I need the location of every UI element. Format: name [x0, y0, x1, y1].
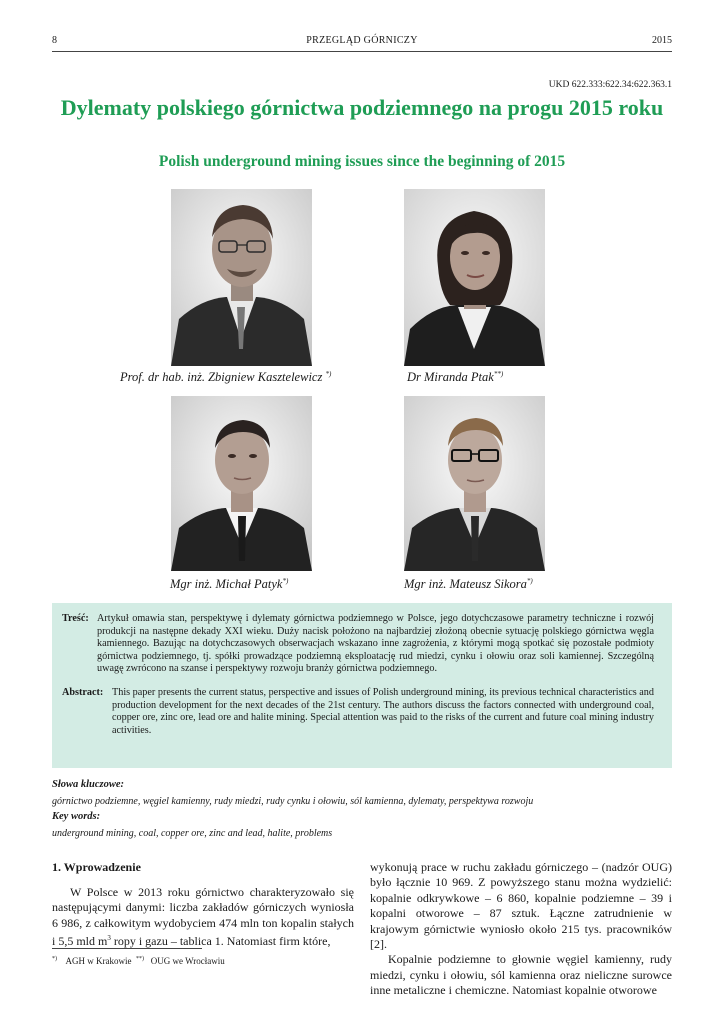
author-photo-kasztelewicz — [171, 189, 312, 366]
keywords-english-text: underground mining, coal, copper ore, zinc and lead, halite, problems — [52, 828, 333, 839]
author-photo-ptak — [404, 189, 545, 366]
author-caption-ptak: Dr Miranda Ptak**) — [407, 370, 504, 385]
header-rule — [52, 51, 672, 52]
page-number: 8 — [52, 35, 57, 46]
abstract-english-text: This paper presents the current status, perspective and issues of Polish underground mining, its previous technical characteristics and production development for the next decades of the 21st century. The authors discuss the factors connected with underground coal, copper ore, zinc ore, lead ore and halite mining. Special attention was paid to the risks of the current and future coal mining industry activities. — [112, 687, 654, 736]
body-column-right — [370, 860, 672, 999]
running-header — [52, 35, 672, 49]
intro-paragraph-2: Kopalnie podziemne to głownie węgiel kamienny, rudy miedzi, cynku i ołowiu, sól kamienna oraz nieliczne surowce inne metaliczne i chemiczne. Natomiast kopalnie otworowe — [370, 952, 672, 998]
abstract-polish-text: Artykuł omawia stan, perspektywę i dylematy górnictwa podziemnego w Polsce, jego dotychczasowe parametry techniczne i rozwój produkcji na następne dekady XXI wieku. Duży nacisk położono na najbardziej złożoną obecnie sytuację polskiego górnictwa węgla kamiennego. Bazując na dotychczasowych obserwacjach wskazano inne zagrożenia, z którymi mogą spotkać się pozostałe podmioty górnictwa podziemnego, tj. spółki prowadzące podziemną eksploatację rud miedzi, cynku i ołowiu oraz soli kamiennej. Szczególną uwagę zwrócono na szanse i perspektywy rozwoju branży górnictwa podziemnego. — [97, 613, 654, 675]
journal-year: 2015 — [652, 35, 672, 46]
author-caption-kasztelewicz: Prof. dr hab. inż. Zbigniew Kasztelewicz *) — [120, 370, 332, 385]
footnote: *) AGH w Krakowie **) OUG we Wrocławiu — [52, 956, 225, 966]
keywords-polish-heading: Słowa kluczowe: — [52, 779, 125, 790]
author-photo-sikora — [404, 396, 545, 571]
title-english: Polish underground mining issues since the beginning of 2015 — [158, 153, 566, 170]
keywords-english-heading: Key words: — [52, 811, 101, 822]
abstract-english-label: Abstract: — [62, 687, 104, 698]
author-caption-sikora: Mgr inż. Mateusz Sikora*) — [404, 577, 533, 592]
intro-paragraph-1: W Polsce w 2013 roku górnictwo charakteryzowało się następującymi danymi: liczba zakładów górniczych wyniosła 6 986, z całkowitym wydobyciem 474 mln ton kopalin stałych i 5,5 mld $m^3$ ropy i gazu – tablica 1. Natomiast firm które, — [52, 885, 354, 949]
author-photo-patyk — [171, 396, 312, 571]
footnote-rule — [52, 948, 202, 949]
intro-paragraph-1-continued: wykonują prace w ruchu zakładu górniczego – (nadzór OUG) było łącznie 10 969. Z powyższego stanu można wydzielić: kopalnie odkrywkowe – 6 860, kopalnie podziemne – 39 i kopalni otworowe – 87 sztuk. Łączne zatrudnienie w krajowym górnictwie wyniosło około 215 tys. pracowników [2]. — [370, 860, 672, 952]
title-polish: Dylematy polskiego górnictwa podziemnego na progu 2015 roku — [60, 95, 664, 120]
body-column-left — [52, 885, 354, 950]
keywords-polish-text: górnictwo podziemne, węgiel kamienny, rudy miedzi, rudy cynku i ołowiu, sól kamienna, dylematy, perspektywa rozwoju — [52, 796, 534, 807]
journal-name: PRZEGLĄD GÓRNICZY — [306, 35, 418, 46]
author-caption-patyk: Mgr inż. Michał Patyk*) — [170, 577, 289, 592]
section-heading: 1. Wprowadzenie — [52, 860, 141, 874]
ukd-code: UKD 622.333:622.34:622.363.1 — [548, 80, 672, 90]
abstract-polish-label: Treść: — [62, 613, 89, 624]
abstract-box — [52, 603, 672, 768]
